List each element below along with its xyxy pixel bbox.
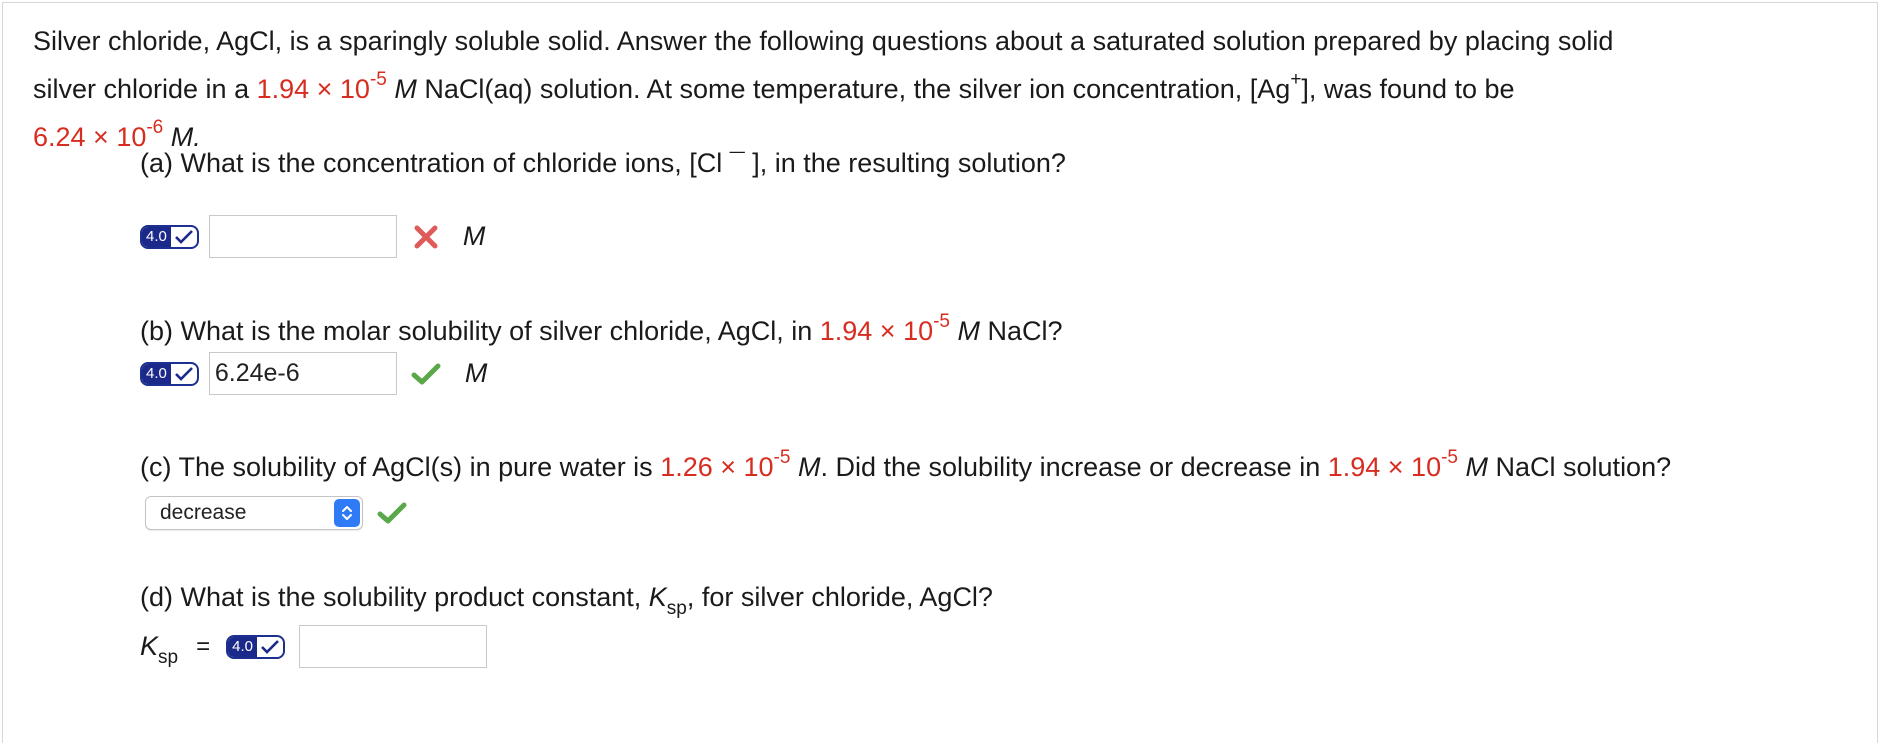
nacl-concentration (256, 69, 387, 104)
select-value: decrease (160, 501, 247, 524)
unit-label-b: M (464, 358, 488, 388)
equals-sign: = (196, 632, 211, 660)
increase-decrease-select[interactable] (145, 496, 363, 530)
unit-molar-end: M. (170, 122, 201, 152)
question-a-text (140, 145, 1066, 181)
ag-conc-exponent: -6 (146, 117, 164, 138)
points-value: 4.0 (142, 364, 171, 384)
ag-charge: + (1290, 69, 1302, 90)
qb-unit-inline: M (957, 316, 981, 346)
qc-unit-inline-2: M (1465, 452, 1489, 482)
qb-conc-exponent: -5 (933, 311, 951, 332)
points-badge-d[interactable] (226, 635, 285, 659)
unit-molar: M (394, 74, 417, 104)
qd-k: K (648, 582, 667, 612)
qd-text: (d) What is the solubility product constant, (140, 582, 649, 612)
intro-line-2a: silver chloride in a (33, 74, 257, 104)
ksp-sub: sp (158, 647, 179, 668)
qc-text-mid: . Did the solubility increase or decrease in (820, 452, 1328, 482)
qa-text: (a) What is the concentration of chloride ions, [Cl (140, 148, 723, 178)
problem-statement (33, 17, 1843, 161)
ksp-label (140, 631, 179, 668)
incorrect-x-icon (413, 224, 439, 250)
intro-line-2b: NaCl(aq) solution. At some temperature, the silver ion concentration, [Ag (416, 74, 1291, 104)
ksp-k: K (140, 631, 159, 661)
correct-check-icon (411, 362, 441, 386)
question-d-answer-row (140, 625, 487, 668)
question-c-text (140, 449, 1671, 485)
nacl-conc-base: 1.94 × 10 (256, 74, 370, 104)
points-badge-b[interactable] (140, 362, 199, 386)
nacl-conc-exponent: -5 (369, 69, 387, 90)
correct-check-icon (377, 501, 407, 525)
checkmark-icon (171, 227, 197, 247)
chevron-updown-icon (334, 499, 360, 527)
qc-unit-inline: M (797, 452, 821, 482)
qb-text: (b) What is the molar solubility of silver chloride, AgCl, in (140, 316, 820, 346)
qc-concentration-1 (660, 447, 791, 482)
qb-text-end: NaCl? (980, 316, 1063, 346)
intro-line-1: Silver chloride, AgCl, is a sparingly soluble solid. Answer the following questions about a saturated solution prepared by placing solid (33, 26, 1614, 56)
question-b-answer-row (140, 352, 487, 395)
question-d-text (140, 579, 993, 619)
question-c-answer-row (145, 496, 407, 530)
question-b-text (140, 313, 1063, 349)
qb-conc-base: 1.94 × 10 (819, 316, 934, 346)
answer-input-d[interactable] (299, 625, 487, 668)
qc-text: (c) The solubility of AgCl(s) in pure water is (140, 452, 661, 482)
qc-conc1-base: 1.26 × 10 (660, 452, 774, 482)
qa-text-end: ], in the resulting solution? (752, 148, 1066, 178)
points-value: 4.0 (142, 227, 171, 247)
question-panel (2, 2, 1878, 743)
checkmark-icon (257, 637, 283, 657)
qa-charge: ¯ (722, 148, 753, 178)
qb-concentration (819, 311, 951, 346)
qc-conc2-exponent: -5 (1441, 447, 1458, 468)
answer-input-b[interactable] (209, 352, 397, 395)
unit-label-a: M (462, 221, 486, 251)
answer-input-a[interactable] (209, 215, 397, 258)
qc-text-end: NaCl solution? (1488, 452, 1672, 482)
points-badge-a[interactable] (140, 225, 199, 249)
points-value: 4.0 (228, 637, 257, 657)
qd-text-end: , for silver chloride, AgCl? (686, 582, 993, 612)
checkmark-icon (171, 364, 197, 384)
qc-conc2-base: 1.94 × 10 (1327, 452, 1442, 482)
qc-concentration-2 (1327, 447, 1458, 482)
intro-line-2c: ], was found to be (1301, 74, 1515, 104)
ag-conc-base: 6.24 × 10 (33, 122, 147, 152)
qd-k-sub: sp (666, 598, 687, 619)
qc-conc1-exponent: -5 (773, 447, 791, 468)
question-a-answer-row (140, 215, 485, 258)
